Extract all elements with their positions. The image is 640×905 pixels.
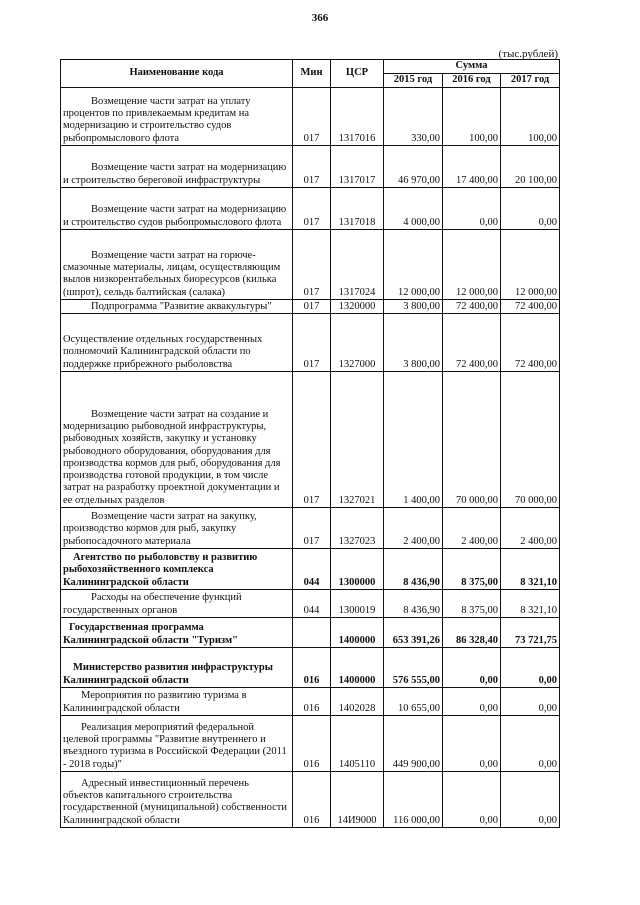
row-name: Возмещение части затрат на закупку, производство кормов для рыб, закупку рыбопосадочного материала bbox=[63, 511, 257, 547]
table-row bbox=[61, 772, 560, 828]
row-2016: 0,00 bbox=[443, 716, 501, 772]
row-csr: 14И9000 bbox=[331, 772, 384, 828]
row-2016: 72 400,00 bbox=[443, 314, 501, 372]
row-ministry: 016 bbox=[293, 648, 331, 688]
row-name: Подпрограмма "Развитие аквакультуры" bbox=[91, 300, 272, 312]
row-2015: 12 000,00 bbox=[384, 230, 443, 300]
table-row bbox=[61, 688, 560, 716]
row-ministry: 016 bbox=[293, 688, 331, 716]
row-csr: 1317017 bbox=[331, 146, 384, 188]
row-csr: 1317016 bbox=[331, 88, 384, 146]
row-2015: 1 400,00 bbox=[384, 372, 443, 508]
row-ministry: 017 bbox=[293, 372, 331, 508]
table-row bbox=[61, 590, 560, 618]
row-csr: 1402028 bbox=[331, 688, 384, 716]
row-ministry bbox=[293, 618, 331, 648]
row-2015: 4 000,00 bbox=[384, 188, 443, 230]
row-2017: 73 721,75 bbox=[501, 618, 560, 648]
row-name: Реализация мероприятий федеральной целевой программы "Развитие внутреннего и въездного туризма в Российской Федерации (2011 - 2018 годы)" bbox=[63, 721, 287, 770]
table-row bbox=[61, 549, 560, 590]
budget-table bbox=[60, 59, 560, 828]
row-name: Мероприятия по развитию туризма в Калининградской области bbox=[63, 690, 247, 714]
row-name: Возмещение части затрат на модернизацию и строительство судов рыбопромыслового флота bbox=[63, 204, 287, 228]
table-row bbox=[61, 372, 560, 508]
row-2016: 8 375,00 bbox=[443, 549, 501, 590]
row-2015: 10 655,00 bbox=[384, 688, 443, 716]
row-2017: 20 100,00 bbox=[501, 146, 560, 188]
row-2015: 46 970,00 bbox=[384, 146, 443, 188]
row-2016: 17 400,00 bbox=[443, 146, 501, 188]
table-row bbox=[61, 508, 560, 549]
row-ministry: 044 bbox=[293, 590, 331, 618]
row-2017: 0,00 bbox=[501, 716, 560, 772]
row-name: Возмещение части затрат на горюче-смазочные материалы, лицам, осуществляющим вылов низкорентабельных биоресурсов (килька (шпрот), сельдь балтийская (салака) bbox=[63, 249, 281, 298]
row-csr: 1317018 bbox=[331, 188, 384, 230]
row-name: Осуществление отдельных государственных полномочий Калининградской области по поддержке прибрежного рыболовства bbox=[63, 334, 263, 370]
row-ministry: 044 bbox=[293, 549, 331, 590]
row-2016: 70 000,00 bbox=[443, 372, 501, 508]
row-csr: 1320000 bbox=[331, 300, 384, 314]
col-header-2017: 2017 год bbox=[501, 74, 560, 88]
row-csr: 1327000 bbox=[331, 314, 384, 372]
row-2015: 2 400,00 bbox=[384, 508, 443, 549]
row-2016: 2 400,00 bbox=[443, 508, 501, 549]
row-name: Министерство развития инфраструктуры Калининградской области bbox=[63, 662, 273, 686]
row-2015: 8 436,90 bbox=[384, 549, 443, 590]
row-2016: 0,00 bbox=[443, 772, 501, 828]
row-ministry: 017 bbox=[293, 146, 331, 188]
col-header-2016: 2016 год bbox=[443, 74, 501, 88]
table-row bbox=[61, 618, 560, 648]
row-2016: 0,00 bbox=[443, 188, 501, 230]
row-2016: 86 328,40 bbox=[443, 618, 501, 648]
table-row bbox=[61, 230, 560, 300]
row-csr: 1327023 bbox=[331, 508, 384, 549]
row-name: Возмещение части затрат на уплату процентов по привлекаемым кредитам на модернизацию и строительство судов рыбопромыслового флота bbox=[63, 95, 251, 144]
table-row bbox=[61, 716, 560, 772]
row-2015: 653 391,26 bbox=[384, 618, 443, 648]
row-2015: 576 555,00 bbox=[384, 648, 443, 688]
row-2017: 100,00 bbox=[501, 88, 560, 146]
row-2017: 0,00 bbox=[501, 772, 560, 828]
row-2017: 0,00 bbox=[501, 188, 560, 230]
row-csr: 1300019 bbox=[331, 590, 384, 618]
row-2015: 449 900,00 bbox=[384, 716, 443, 772]
row-2017: 2 400,00 bbox=[501, 508, 560, 549]
table-row bbox=[61, 88, 560, 146]
row-name: Расходы на обеспечение функций государственных органов bbox=[63, 592, 242, 616]
row-csr: 1400000 bbox=[331, 618, 384, 648]
row-name: Агентство по рыболовству и развитию рыбохозяйственного комплекса Калининградской области bbox=[63, 552, 258, 588]
table-row bbox=[61, 146, 560, 188]
row-2017: 72 400,00 bbox=[501, 314, 560, 372]
row-csr: 1405110 bbox=[331, 716, 384, 772]
row-2016: 8 375,00 bbox=[443, 590, 501, 618]
row-ministry: 017 bbox=[293, 300, 331, 314]
col-header-sum: Сумма bbox=[384, 60, 560, 74]
row-csr: 1400000 bbox=[331, 648, 384, 688]
row-2016: 12 000,00 bbox=[443, 230, 501, 300]
row-2017: 72 400,00 bbox=[501, 300, 560, 314]
row-2015: 330,00 bbox=[384, 88, 443, 146]
col-header-ministry: Мин bbox=[293, 60, 331, 88]
row-2015: 3 800,00 bbox=[384, 314, 443, 372]
row-ministry: 016 bbox=[293, 772, 331, 828]
row-ministry: 017 bbox=[293, 230, 331, 300]
row-ministry: 017 bbox=[293, 188, 331, 230]
row-2017: 8 321,10 bbox=[501, 590, 560, 618]
row-ministry: 017 bbox=[293, 314, 331, 372]
row-2016: 100,00 bbox=[443, 88, 501, 146]
row-2017: 8 321,10 bbox=[501, 549, 560, 590]
row-name: Адресный инвестиционный перечень объектов капитального строительства государственной (муниципальной) собственности Калининградской области bbox=[63, 777, 288, 826]
row-2015: 3 800,00 bbox=[384, 300, 443, 314]
row-2015: 116 000,00 bbox=[384, 772, 443, 828]
row-2017: 70 000,00 bbox=[501, 372, 560, 508]
row-ministry: 017 bbox=[293, 508, 331, 549]
row-name: Возмещение части затрат на создание и модернизацию рыбоводной инфраструктуры, рыбоводных хозяйств, закупку и установку рыбоводного оборудования, оборудования для производства кормов для рыб, оборудования для производства готовой продукции, в том числе затрат на разработку проектной документации и ее отдельных разделов bbox=[63, 408, 281, 506]
row-csr: 1300000 bbox=[331, 549, 384, 590]
col-header-name: Наименование кода bbox=[61, 60, 293, 88]
table-row bbox=[61, 314, 560, 372]
col-header-csr: ЦСР bbox=[331, 60, 384, 88]
table-row bbox=[61, 648, 560, 688]
table-row bbox=[61, 300, 560, 314]
units-label: (тыс.рублей) bbox=[498, 48, 558, 60]
row-2015: 8 436,90 bbox=[384, 590, 443, 618]
row-2016: 0,00 bbox=[443, 688, 501, 716]
row-ministry: 017 bbox=[293, 88, 331, 146]
col-header-2015: 2015 год bbox=[384, 74, 443, 88]
row-csr: 1317024 bbox=[331, 230, 384, 300]
row-2017: 0,00 bbox=[501, 688, 560, 716]
row-ministry: 016 bbox=[293, 716, 331, 772]
row-2017: 0,00 bbox=[501, 648, 560, 688]
row-2016: 72 400,00 bbox=[443, 300, 501, 314]
row-name: Государственная программа Калининградской области "Туризм" bbox=[63, 622, 238, 646]
row-csr: 1327021 bbox=[331, 372, 384, 508]
row-2016: 0,00 bbox=[443, 648, 501, 688]
page-number: 366 bbox=[311, 12, 329, 24]
table-row bbox=[61, 188, 560, 230]
row-name: Возмещение части затрат на модернизацию и строительство береговой инфраструктуры bbox=[63, 162, 287, 186]
row-2017: 12 000,00 bbox=[501, 230, 560, 300]
